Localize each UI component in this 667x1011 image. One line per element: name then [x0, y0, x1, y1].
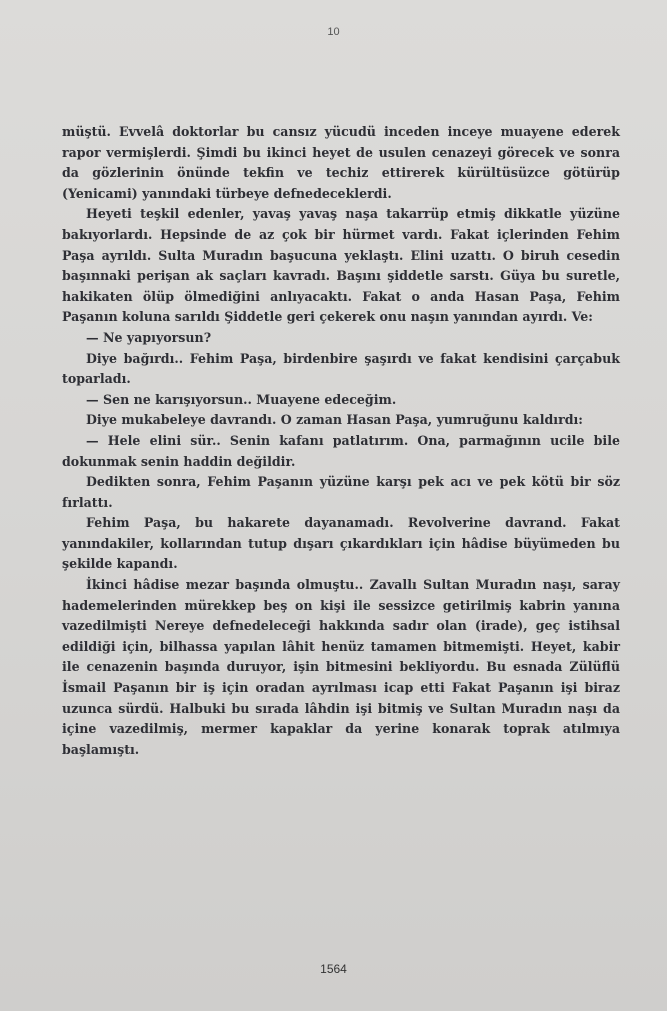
paragraph-8: Dedikten sonra, Fehim Paşanın yüzüne karşı pek acı ve pek kötü bir söz fırlattı. [62, 474, 620, 510]
paragraph-2: Heyeti teşkil edenler, yavaş yavaş naşa takarrüp etmiş dikkatle yüzüne bakıyorlardı. Hepsinde de az çok bir hürmet vardı. Fakat içlerinden Fehim Paşa ayrıldı. Sulta Muradın başucuna yeklaştı. Elini uzattı. O biruh cesedin başınnaki perişan ak saçları kavradı. Başını şiddetle sarstı. Güya bu suretle, hakikaten ölüp ölmediğini anlıyacaktı. Fakat o anda Hasan Paşa, Fehim Paşanın koluna sarıldı Şiddetle geri çekerek onu naşın yanından ayırdı. Ve: [62, 206, 620, 325]
paragraph-3: — Ne yapıyorsun? [86, 329, 212, 345]
paragraph-9: Fehim Paşa, bu hakarete dayanamadı. Revolverine davrand. Fakat yanındakiler, kollarından tutup dışarı çıkardıkları için hâdise büyümeden bu şekilde kapandı. [62, 515, 620, 572]
paragraph-7: — Hele elini sür.. Senin kafanı patlatırım. Ona, parmağının ucile bile dokunmak senin haddin değildir. [62, 432, 620, 469]
paragraph-5: — Sen ne karışıyorsun.. Muayene edeceğim. [86, 391, 397, 407]
page-number-bottom: 1564 [320, 962, 347, 976]
paragraph-10: İkinci hâdise mezar başında olmuştu.. Zavallı Sultan Muradın naşı, saray hademelerinden mürekkep beş on kişi ile sessizce getirilmiş kabrin yanına vazedilmişti Nereye defnedeleceği hakkında sadır olan (irade), geç istihsal edildiği için, bilhassa yapılan lâhit henüz tamamen bitmemişti. Heyet, kabir ile cenazenin başında duruyor, işin bitmesini bekliyordu. Bu esnada Zülüflü İsmail Paşanın bir iş için oradan ayrılması icap etti Fakat Paşanın işi biraz uzunca sürdü. Halbuki bu sırada lâhdin işi bitmiş ve Sultan Muradın naşı da içine vazedilmiş, mermer kapaklar da yerine konarak toprak atılmıya başlamıştı. [62, 577, 620, 757]
body-text [62, 122, 620, 760]
paragraph-4: Diye bağırdı.. Fehim Paşa, birdenbire şaşırdı ve fakat kendisini çarçabuk toparladı. [62, 350, 620, 387]
page-number-top: 10 [327, 26, 340, 38]
paragraph-6: Diye mukabeleye davrandı. O zaman Hasan Paşa, yumruğunu kaldırdı: [86, 412, 583, 428]
paragraph-1: müştü. Evvelâ doktorlar bu cansız yücudü inceden inceye muayene ederek rapor vermişlerdi. Şimdi bu ikinci heyet de usulen cenazeyi görecek ve sonra da gözlerinin önünde tekfin ve techiz ettirerek kürültüsüzce götürüp (Yenicami) yanındaki türbeye defnedeceklerdi. [62, 124, 620, 201]
